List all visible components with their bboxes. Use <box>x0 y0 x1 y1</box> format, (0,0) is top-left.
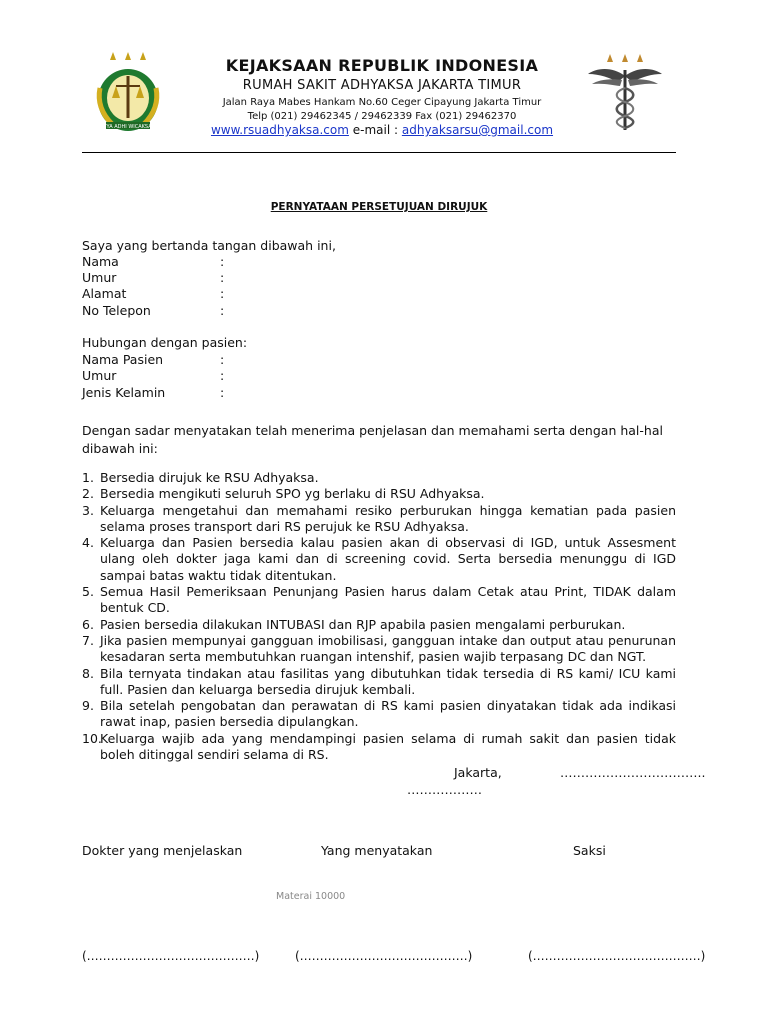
svg-text:SATYA ADHI WICAKSANA: SATYA ADHI WICAKSANA <box>97 124 159 130</box>
patient-field-nama: Nama Pasien <box>82 352 164 367</box>
hospital-phone: Telp (021) 29462345 / 29462339 Fax (021) 29462370 <box>247 111 517 122</box>
date-dots-continued: ……………… <box>407 782 482 797</box>
field-label-alamat: Alamat <box>82 286 127 301</box>
list-item: 1. Bersedia dirujuk ke RSU Adhyaksa. <box>82 470 319 485</box>
list-item: 5. Semua Hasil Pemeriksaan Penunjang Pasien harus dalam Cetak atau Print, TIDAK dalam bentuk CD. <box>82 584 676 616</box>
list-item: 2. Bersedia mengikuti seluruh SPO yg berlaku di RSU Adhyaksa. <box>82 486 485 502</box>
field-colon: : <box>220 286 225 301</box>
list-item: 9. Bila setelah pengobatan dan perawatan di RS kami pasien dinyatakan tidak ada indikasi rawat inap, pasien bersedia dipulangkan. <box>82 698 676 730</box>
document-title: PERNYATAAN PERSETUJUAN DIRUJUK <box>270 201 488 213</box>
field-colon: : <box>220 303 225 318</box>
list-item: 6. Pasien bersedia dilakukan INTUBASI dan RJP apabila pasien mengalami perburukan. <box>82 616 626 632</box>
signature-label-declarant: Yang menyatakan <box>321 843 433 858</box>
hospital-name: RUMAH SAKIT ADHYAKSA JAKARTA TIMUR <box>242 78 522 93</box>
signature-line-doctor: (……………………………………) <box>82 949 260 963</box>
field-colon: : <box>220 385 225 400</box>
place-label: Jakarta, <box>454 765 502 780</box>
list-item: 4. Keluarga dan Pasien bersedia kalau pasien akan di observasi di IGD, untuk Assesment ulang oleh dokter jaga kami dan di screening covid. Serta bersedia menunggu di IGD sampai batas waktu tidak ditentukan. <box>82 535 676 583</box>
field-colon: : <box>220 352 225 367</box>
email-link[interactable]: adhyaksarsu@gmail.com <box>401 123 554 137</box>
field-label-umur: Umur <box>82 270 117 285</box>
signature-line-witness: (……………………………………) <box>528 949 706 963</box>
date-dots: …………………………….. <box>560 765 706 780</box>
intro-text: Saya yang bertanda tangan dibawah ini, <box>82 238 336 253</box>
list-item: 10. Keluarga wajib ada yang mendampingi pasien selama di rumah sakit dan pasien tidak boleh ditinggal sendiri selama di RS. <box>82 730 676 763</box>
website-link[interactable]: www.rsuadhyaksa.com <box>210 123 349 137</box>
org-name: KEJAKSAAN REPUBLIK INDONESIA <box>225 56 539 75</box>
list-item: 7. Jika pasien mempunyai gangguan imobilisasi, gangguan intake dan output atau penurunan kesadaran serta membutuhkan ruangan intenshif, pasien wajib terpasang DC dan NGT. <box>82 632 676 665</box>
materai-label: Materai 10000 <box>276 891 346 902</box>
signature-label-doctor: Dokter yang menjelaskan <box>82 843 243 858</box>
signature-line-declarant: (……………………………………) <box>295 949 473 963</box>
signature-label-witness: Saksi <box>573 843 606 858</box>
field-label-nama: Nama <box>82 254 119 269</box>
hospital-address: Jalan Raya Mabes Hankam No.60 Ceger Cipayung Jakarta Timur <box>222 97 542 108</box>
field-colon: : <box>220 368 225 383</box>
field-label-telepon: No Telepon <box>82 303 151 318</box>
patient-field-gender: Jenis Kelamin <box>82 385 166 400</box>
contact-line <box>140 123 624 137</box>
consent-list <box>82 470 676 763</box>
relation-label: Hubungan dengan pasien: <box>82 335 248 350</box>
field-colon: : <box>220 270 225 285</box>
patient-field-umur: Umur <box>82 368 117 383</box>
list-item: 3. Keluarga mengetahui dan memahami resiko perburukan hingga kematian pada pasien selama proses transport dari RS perujuk ke RSU Adhyaksa. <box>82 502 676 534</box>
field-colon: : <box>220 254 225 269</box>
statement-text: Dengan sadar menyatakan telah menerima penjelasan dan memahami serta dengan hal-hal dibawah ini: <box>82 423 663 456</box>
list-item: 8. Bila ternyata tindakan atau fasilitas yang dibutuhkan tidak tersedia di RS kami/ ICU kami full. Pasien dan keluarga bersedia dirujuk kembali. <box>82 665 676 697</box>
email-label: e-mail : <box>352 123 399 137</box>
header-divider <box>82 152 676 153</box>
